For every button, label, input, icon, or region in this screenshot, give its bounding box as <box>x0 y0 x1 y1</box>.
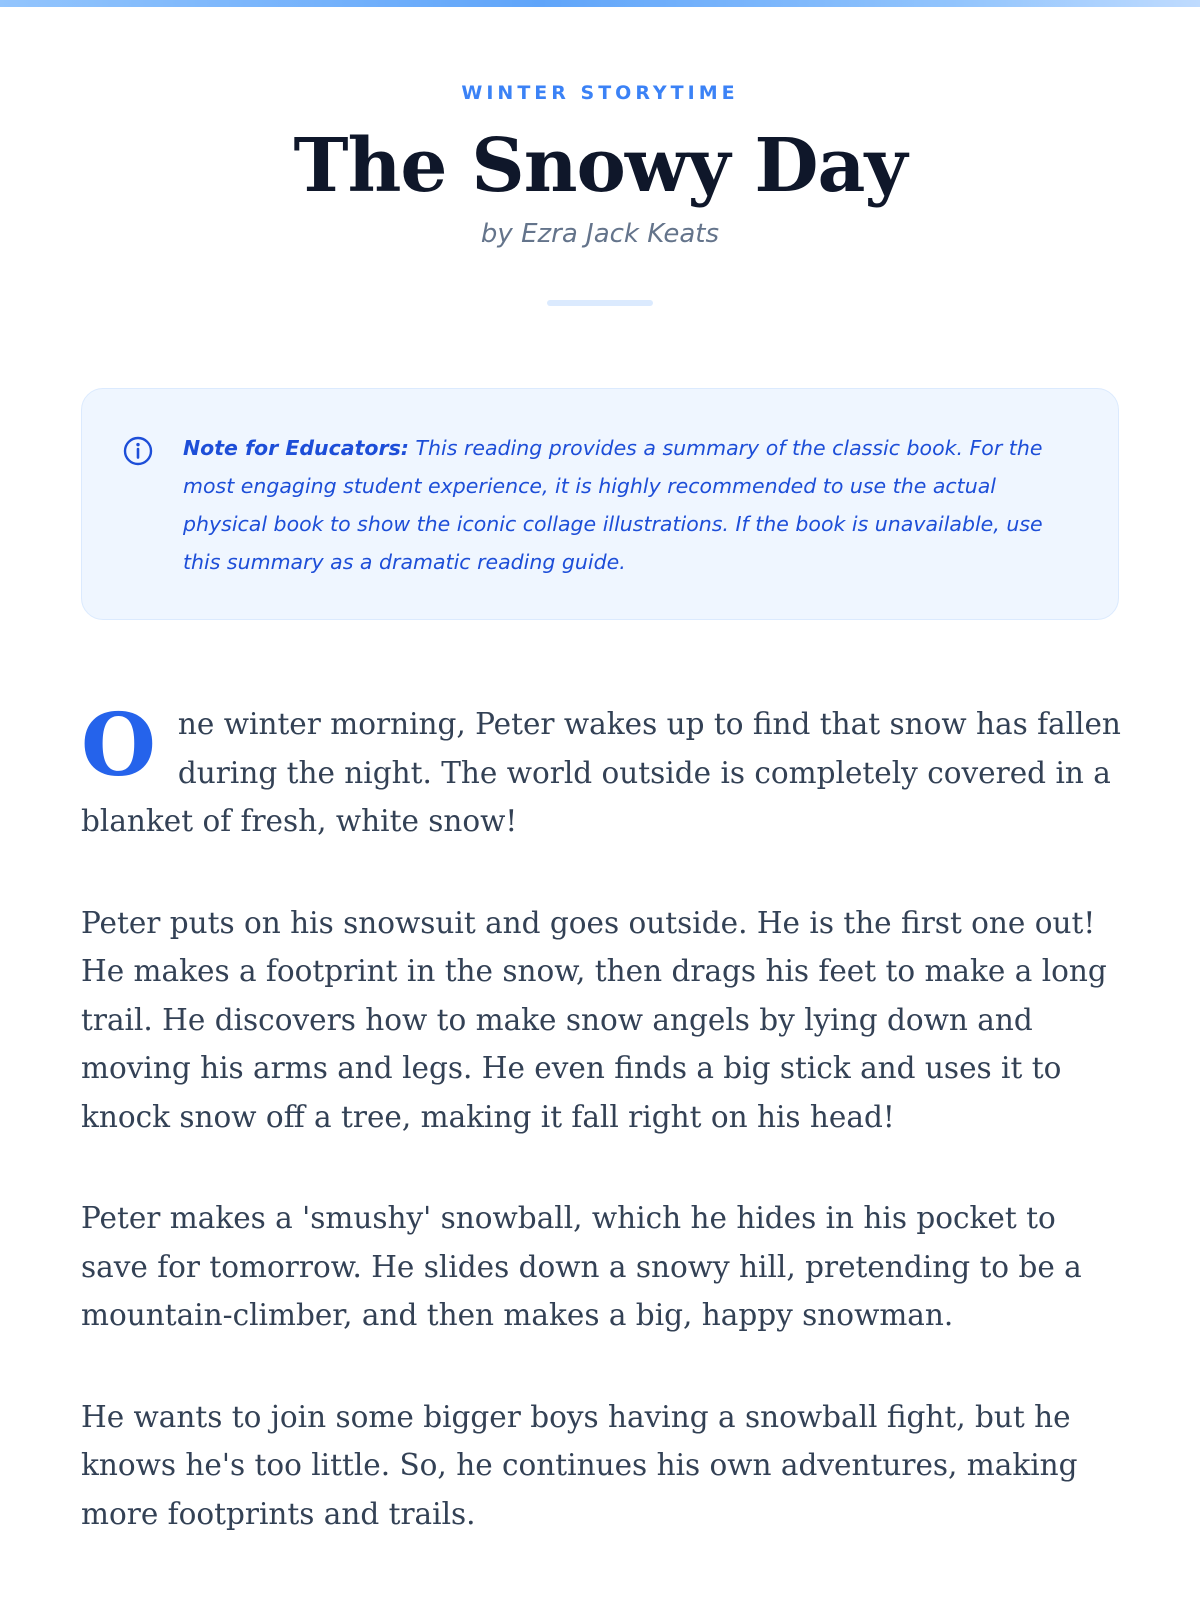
story-paragraph-text: ne winter morning, Peter wakes up to find that snow has fallen during the night. The world outside is completely covered in a blanket of fresh, white snow! <box>81 707 1121 838</box>
info-icon <box>122 435 154 467</box>
educator-note-text <box>183 429 1068 581</box>
story-body <box>81 695 1121 1591</box>
top-accent-bar <box>0 0 1200 7</box>
drop-cap: O <box>81 695 156 796</box>
story-paragraph: He wants to join some bigger boys having a snowball fight, but he knows he's too little. So, he continues his own adventures, making more footprints and trails. <box>81 1399 1078 1531</box>
story-paragraph: Peter puts on his snowsuit and goes outside. He is the first one out! He makes a footprint in the snow, then drags his feet to make a long trail. He discovers how to make snow angels by lying down and moving his arms and legs. He even finds a big stick and uses it to knock snow off a tree, making it fall right on his head! <box>81 905 1107 1134</box>
educator-note-body: This reading provides a summary of the classic book. For the most engaging student experience, it is highly recommended to use the actual physical book to show the iconic collage illustrations. If the book is unavailable, use this summary as a dramatic reading guide. <box>183 436 1043 574</box>
header-divider <box>547 300 653 306</box>
story-header <box>0 78 1200 252</box>
eyebrow-label: WINTER STORYTIME <box>461 82 739 104</box>
educator-note <box>81 388 1119 620</box>
author-byline: by Ezra Jack Keats <box>480 219 720 249</box>
educator-note-label: Note for Educators: <box>183 436 409 460</box>
story-paragraph <box>81 695 1121 846</box>
story-paragraph: Peter makes a 'smushy' snowball, which he hides in his pocket to save for tomorrow. He slides down a snowy hill, pretending to be a mountain-climber, and then makes a big, happy snowman. <box>81 1201 1082 1332</box>
page-title: The Snowy Day <box>293 123 907 209</box>
